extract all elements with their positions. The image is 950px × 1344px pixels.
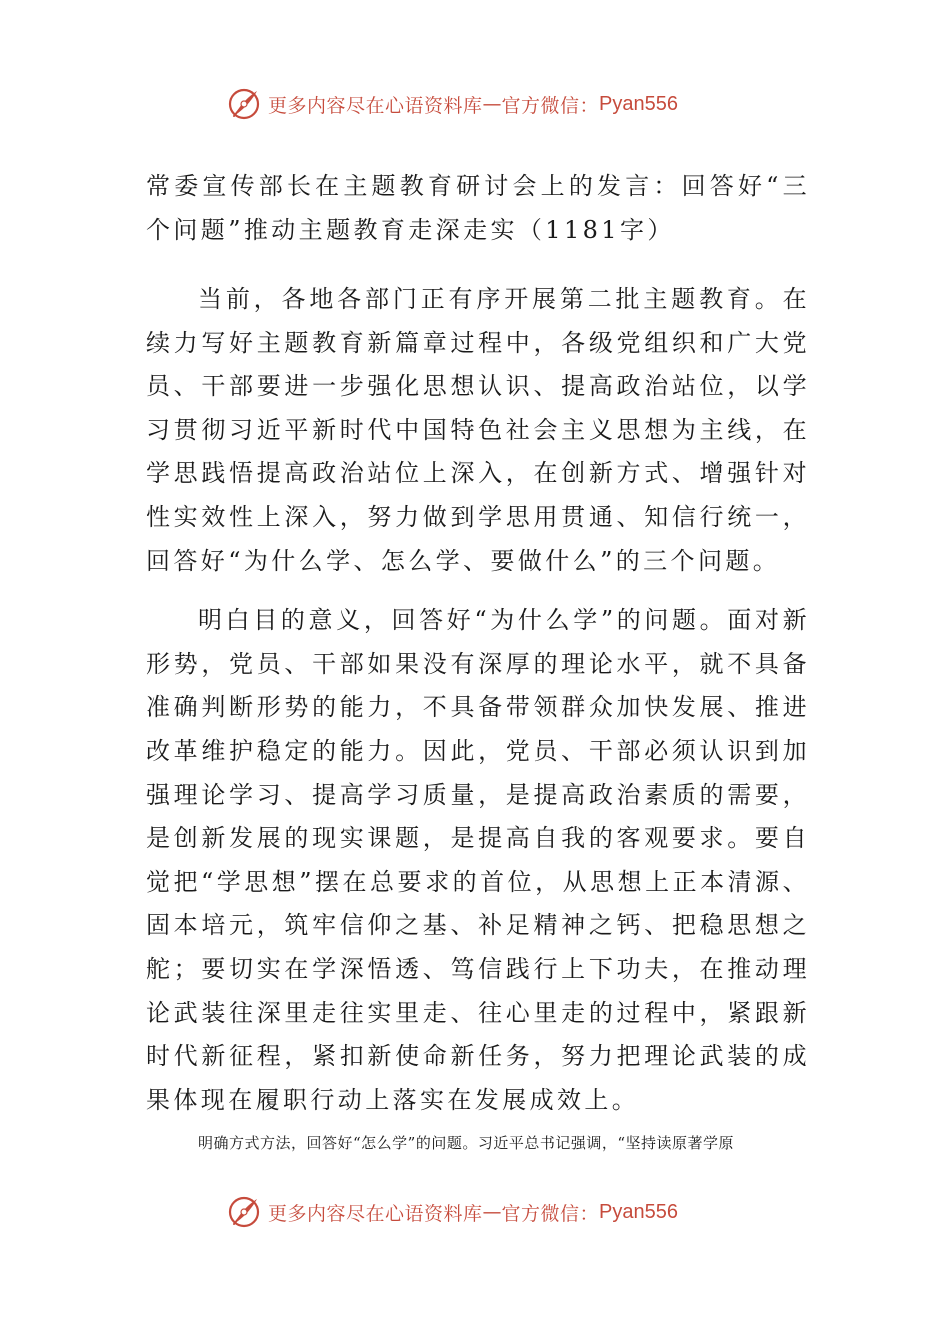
watermark-wechat-id: Pyan556 xyxy=(599,92,678,115)
watermark-separator: — xyxy=(482,93,502,115)
quill-pen-logo-icon xyxy=(226,1194,262,1230)
paragraph-how-study-fragment: 明确方式方法，回答好“怎么学”的问题。习近平总书记强调，“坚持读原著学原 xyxy=(198,1134,735,1152)
document-body xyxy=(146,164,810,1122)
watermark-main-text: 更多内容尽在心语资料库 xyxy=(268,94,483,117)
paragraph-intro: 当前，各地各部门正有序开展第二批主题教育。在续力写好主题教育新篇章过程中，各级党组织和广大党员、干部要进一步强化思想认识、提高政治站位，以学习贯彻习近平新时代中国特色社会主义思想为主线，在学思践悟提高政治站位上深入，在创新方式、增强针对性实效性上深入，努力做到学思用贯通、知信行统一，回答好“为什么学、怎么学、要做什么”的三个问题。 xyxy=(146,285,810,575)
watermark-main-text: 更多内容尽在心语资料库 xyxy=(268,1202,483,1225)
watermark-label: 官方微信： xyxy=(501,94,600,117)
header-watermark xyxy=(226,84,746,124)
watermark-wechat-id: Pyan556 xyxy=(599,1200,678,1223)
watermark-label: 官方微信： xyxy=(501,1202,600,1225)
watermark-separator: — xyxy=(482,1201,502,1223)
footer-watermark xyxy=(226,1192,746,1232)
quill-pen-logo-icon xyxy=(226,86,262,122)
paragraph-why-study: 明白目的意义，回答好“为什么学”的问题。面对新形势，党员、干部如果没有深厚的理论水平，就不具备准确判断形势的能力，不具备带领群众加快发展、推进改革维护稳定的能力。因此，党员、干部必须认识到加强理论学习、提高学习质量，是提高政治素质的需要，是创新发展的现实课题，是提高自我的客观要求。要自觉把“学思想”摆在总要求的首位，从思想上正本清源、固本培元，筑牢信仰之基、补足精神之钙、把稳思想之舵；要切实在学深悟透、笃信践行上下功夫，在推动理论武装往深里走往实里走、往心里走的过程中，紧跟新时代新征程，紧扣新使命新任务，努力把理论武装的成果体现在履职行动上落实在发展成效上。 xyxy=(146,606,810,1114)
document-title: 常委宣传部长在主题教育研讨会上的发言：回答好“三个问题”推动主题教育走深走实（1181字） xyxy=(146,172,810,244)
